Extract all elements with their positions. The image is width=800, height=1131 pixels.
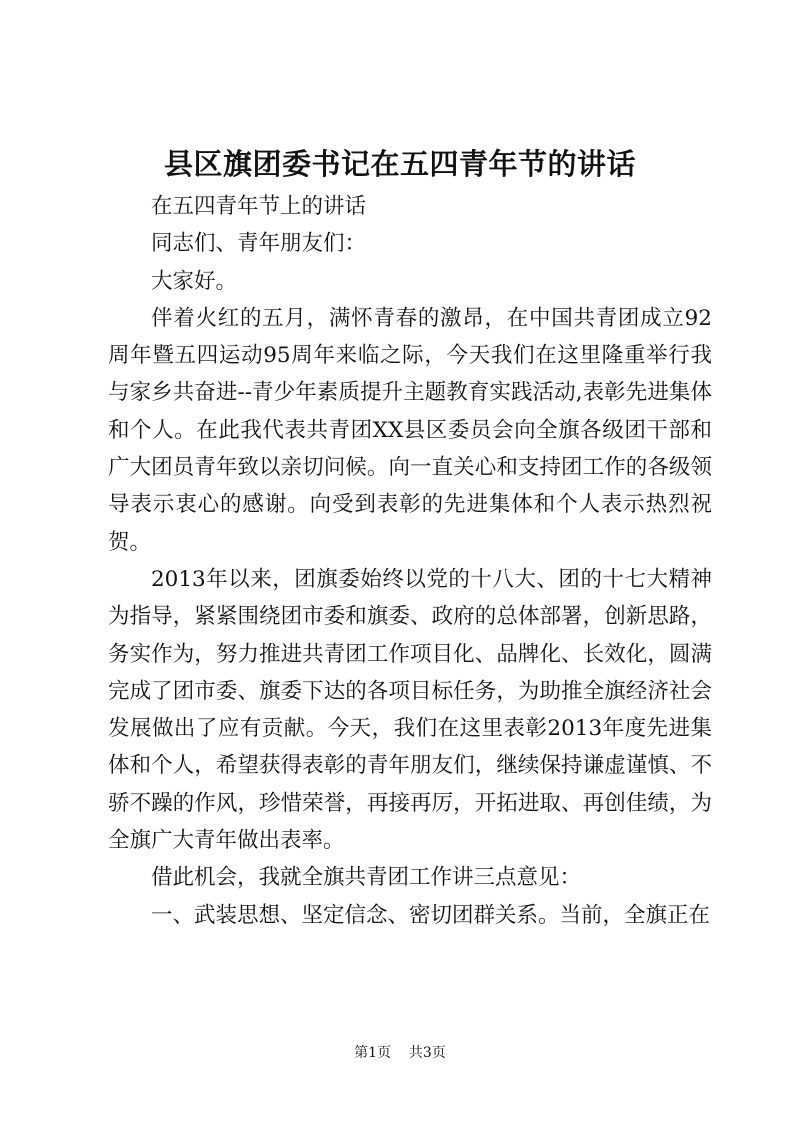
- paragraph-greeting: 大家好。: [151, 268, 238, 294]
- paragraph: 借此机会，我就全旗共青团工作讲三点意见：: [151, 865, 582, 891]
- footer-spacer: [396, 1045, 405, 1061]
- page-total: 共3页: [408, 1045, 446, 1061]
- paragraph: 2013年以来，团旗委始终以党的十八大、团的十七大精神为指导，紧紧围绕团市委和旗委、政府的总体部署，创新思路，务实作为，努力推进共青团工作项目化、品牌化、长效化，圆满完成了团市委、旗委下达的各项目标任务，为助推全旗经济社会发展做出了应有贡献。今天，我们在这里表彰2013年度先进集体和个人，希望获得表彰的青年朋友们，继续保持谦虚谨慎、不骄不躁的作风，珍惜荣誉，再接再厉，开拓进取、再创佳绩，为全旗广大青年做出表率。: [108, 566, 712, 854]
- document-title: 县区旗团委书记在五四青年节的讲话: [163, 147, 636, 181]
- paragraph: 伴着火红的五月，满怀青春的激昂，在中国共青团成立92周年暨五四运动95周年来临之际，今天我们在这里隆重举行我与家乡共奋进--青少年素质提升主题教育实践活动,表彰先进集体和个人。在此我代表共青团XX县区委员会向全旗各级团干部和广大团员青年致以亲切问候。向一直关心和支持团工作的各级领导表示衷心的感谢。向受到表彰的先进集体和个人表示热烈祝贺。: [108, 305, 712, 555]
- document-body: [108, 188, 712, 934]
- paragraph: 一、武装思想、坚定信念、密切团群关系。当前，全旗正在: [151, 902, 711, 928]
- paragraph-subtitle: 在五四青年节上的讲话: [151, 194, 367, 219]
- page-footer: [0, 1043, 800, 1063]
- paragraph-salutation: 同志们、青年朋友们：: [151, 231, 367, 257]
- page-number: 第1页: [354, 1045, 392, 1061]
